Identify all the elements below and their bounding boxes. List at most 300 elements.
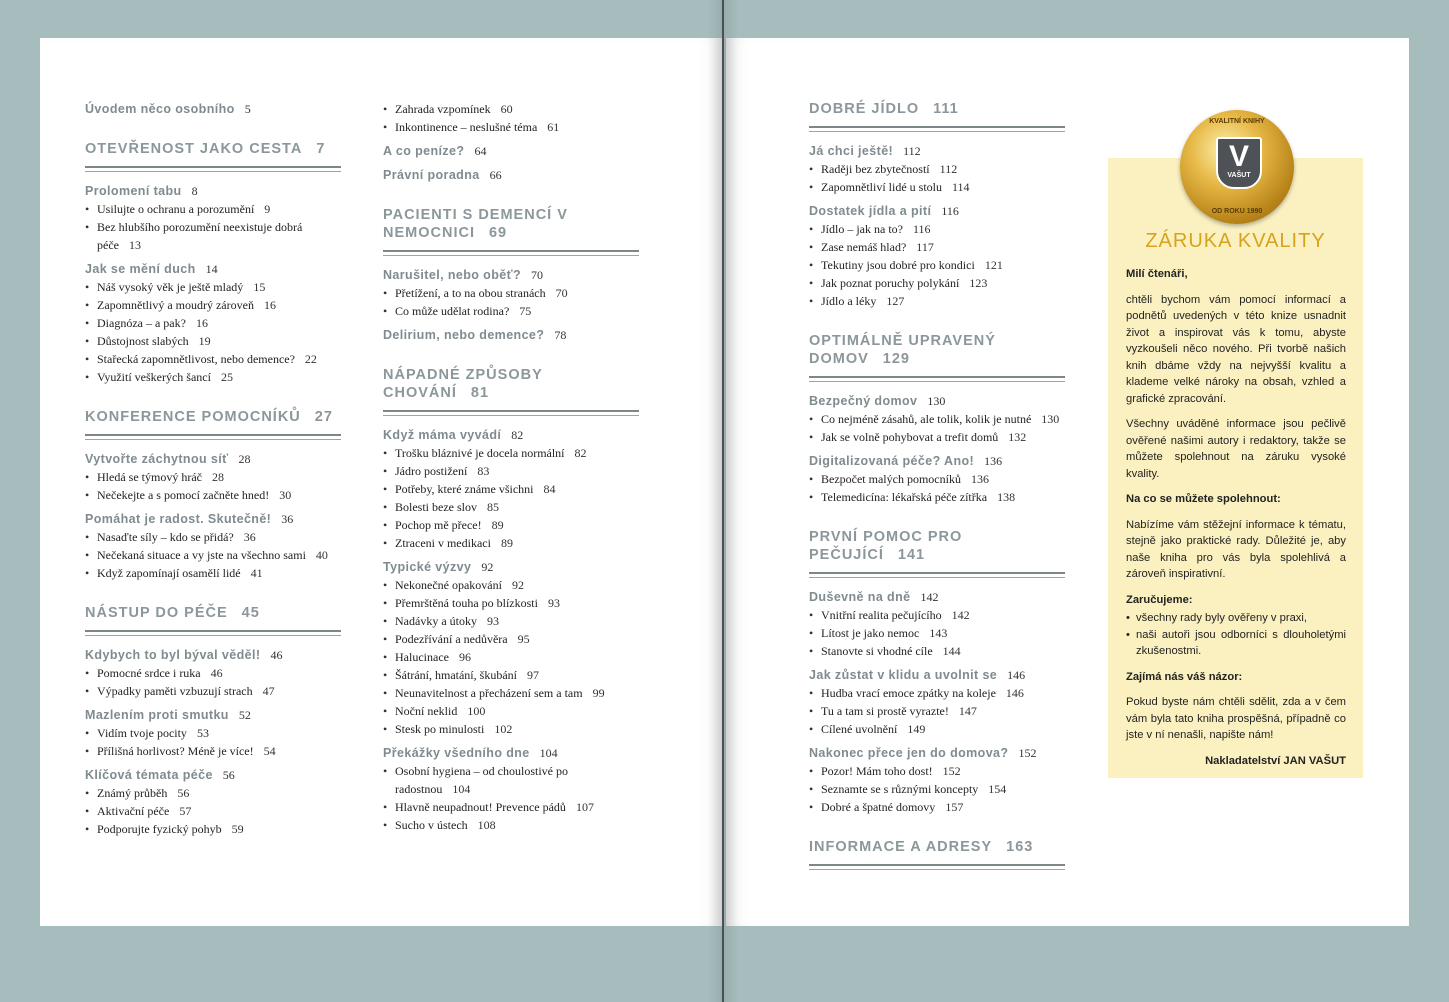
page-number: 81 bbox=[470, 385, 490, 401]
item-title: Známý průběh bbox=[97, 786, 168, 800]
toc-item bbox=[85, 528, 341, 546]
page-number: 9 bbox=[264, 202, 271, 216]
page-number: 136 bbox=[984, 454, 1003, 468]
section-title: NÁPADNÉ ZPŮSOBY CHOVÁNÍ bbox=[383, 367, 543, 401]
toc-item bbox=[809, 274, 1065, 292]
toc-subheading bbox=[383, 558, 639, 576]
item-title: Hlavně neupadnout! Prevence pádů bbox=[395, 800, 566, 814]
item-title: Přílišná horlivost? Méně je více! bbox=[97, 744, 254, 758]
badge-brand: VAŠUT bbox=[1227, 172, 1251, 179]
item-title: Ztraceni v medikaci bbox=[395, 536, 491, 550]
book-spine bbox=[722, 0, 724, 1002]
item-title: Nasaďte síly – kdo se přidá? bbox=[97, 530, 234, 544]
toc-item bbox=[85, 724, 341, 742]
subheading-title: Nakonec přece jen do domova? bbox=[809, 746, 1009, 760]
subheading-title: Když máma vyvádí bbox=[383, 428, 502, 442]
page-number: 96 bbox=[458, 650, 471, 664]
toc-item bbox=[85, 368, 341, 386]
toc-item bbox=[85, 802, 341, 820]
toc-item bbox=[809, 410, 1065, 428]
subheading-title: Bezpečný domov bbox=[809, 394, 918, 408]
subheading-title: Mazlením proti smutku bbox=[85, 708, 229, 722]
item-title: Zahrada vzpomínek bbox=[395, 102, 491, 116]
toc-item bbox=[383, 480, 639, 498]
toc-column-1 bbox=[85, 100, 341, 838]
page-number: 69 bbox=[488, 225, 508, 241]
page-number: 56 bbox=[177, 786, 190, 800]
item-title: Potřeby, které známe všichni bbox=[395, 482, 534, 496]
item-title: Dobré a špatné domovy bbox=[821, 800, 936, 814]
toc-item bbox=[383, 444, 639, 462]
item-title: Raději bez zbytečností bbox=[821, 162, 930, 176]
toc-item bbox=[383, 100, 639, 118]
toc-item bbox=[383, 462, 639, 480]
page-number: 104 bbox=[539, 746, 558, 760]
toc-item bbox=[809, 624, 1065, 642]
item-title: Nekonečné opakování bbox=[395, 578, 502, 592]
item-title: Stařecká zapomnětlivost, nebo demence? bbox=[97, 352, 295, 366]
page-number: 129 bbox=[882, 351, 910, 367]
toc-item bbox=[85, 278, 341, 296]
toc-subheading bbox=[85, 100, 341, 118]
item-title: Stesk po minulosti bbox=[395, 722, 485, 736]
item-title: Sucho v ústech bbox=[395, 818, 468, 832]
toc-item bbox=[809, 606, 1065, 624]
section-title: DOBRÉ JÍDLO bbox=[809, 101, 920, 117]
toc-item bbox=[809, 762, 1065, 780]
item-title: Bolesti beze slov bbox=[395, 500, 477, 514]
page-number: 147 bbox=[958, 704, 977, 718]
toc-section-heading bbox=[85, 604, 341, 632]
subheading-title: Úvodem něco osobního bbox=[85, 102, 235, 116]
toc-subheading bbox=[383, 326, 639, 344]
toc-subheading bbox=[809, 744, 1065, 762]
toc-item bbox=[383, 576, 639, 594]
page-number: 14 bbox=[205, 262, 218, 276]
item-title: Halucinace bbox=[395, 650, 449, 664]
item-title: Zapomnětlivý a moudrý zároveň bbox=[97, 298, 254, 312]
toc-subheading bbox=[809, 588, 1065, 606]
page-number: 92 bbox=[511, 578, 524, 592]
vasut-shield-icon: V bbox=[1216, 137, 1262, 189]
page-number: 27 bbox=[314, 409, 333, 425]
left-page bbox=[40, 38, 723, 926]
toc-item bbox=[809, 488, 1065, 506]
quality-paragraph: chtěli bychom vám pomocí informací a podnětů uvedených v této knize usnadnit život a inspirovat vás k tomu, abyste vyzkoušeli něco nového. Při tvorbě našich knih dbáme vždy na nejvyšší kvalitu a klademe velké nároky na obsah, vzhled a grafické zpracování. bbox=[1126, 293, 1346, 405]
toc-item bbox=[85, 332, 341, 350]
item-title: Zase nemáš hlad? bbox=[821, 240, 907, 254]
page-number: 89 bbox=[500, 536, 513, 550]
page-number: 25 bbox=[220, 370, 233, 384]
toc-item bbox=[85, 784, 341, 802]
item-title: Zapomnětliví lidé u stolu bbox=[821, 180, 942, 194]
page-number: 146 bbox=[1005, 686, 1024, 700]
toc-item bbox=[383, 498, 639, 516]
page-number: 93 bbox=[547, 596, 560, 610]
quality-heading: Zaručujeme: bbox=[1126, 593, 1193, 606]
item-title: Aktivační péče bbox=[97, 804, 170, 818]
item-title: Trošku bláznivé je docela normální bbox=[395, 446, 565, 460]
toc-item bbox=[383, 302, 639, 320]
page-number: 121 bbox=[984, 258, 1003, 272]
item-title: Tu a tam si prostě vyrazte! bbox=[821, 704, 949, 718]
subheading-title: Překážky všedního dne bbox=[383, 746, 530, 760]
subheading-title: Digitalizovaná péče? Ano! bbox=[809, 454, 975, 468]
item-title: Vidím tvoje pocity bbox=[97, 726, 187, 740]
subheading-title: A co peníze? bbox=[383, 144, 465, 158]
toc-subheading bbox=[809, 142, 1065, 160]
page-number: 75 bbox=[519, 304, 532, 318]
page-number: 28 bbox=[211, 470, 224, 484]
item-title: Co nejméně zásahů, ale tolik, kolik je nutné bbox=[821, 412, 1032, 426]
toc-item bbox=[383, 284, 639, 302]
item-title: Bezpočet malých pomocníků bbox=[821, 472, 961, 486]
toc-subheading bbox=[85, 646, 341, 664]
quality-seal-badge bbox=[1180, 110, 1294, 224]
subheading-title: Dostatek jídla a pití bbox=[809, 204, 932, 218]
subheading-title: Prolomení tabu bbox=[85, 184, 182, 198]
quality-heading: Na co se můžete spolehnout: bbox=[1126, 493, 1281, 505]
toc-section-heading bbox=[809, 332, 1065, 378]
page-number: 112 bbox=[939, 162, 958, 176]
item-title: Tekutiny jsou dobré pro kondici bbox=[821, 258, 975, 272]
page-number: 130 bbox=[1041, 412, 1060, 426]
page-number: 16 bbox=[195, 316, 208, 330]
page-number: 142 bbox=[920, 590, 939, 604]
page-number: 127 bbox=[886, 294, 905, 308]
item-title: Hudba vrací emoce zpátky na koleje bbox=[821, 686, 996, 700]
toc-item bbox=[85, 682, 341, 700]
page-number: 60 bbox=[500, 102, 513, 116]
item-title: Pomocné srdce i ruka bbox=[97, 666, 201, 680]
page-number: 56 bbox=[222, 768, 235, 782]
section-title: INFORMACE A ADRESY bbox=[809, 839, 993, 855]
toc-item bbox=[383, 666, 639, 684]
page-number: 45 bbox=[241, 605, 260, 621]
page-number: 85 bbox=[486, 500, 499, 514]
quality-list-item: • všechny rady byly ověřeny v praxi, bbox=[1126, 610, 1346, 627]
page-number: 54 bbox=[263, 744, 276, 758]
subheading-title: Já chci ještě! bbox=[809, 144, 894, 158]
section-title: NÁSTUP DO PÉČE bbox=[85, 605, 228, 621]
quality-paragraph: Nabízíme vám stěžejní informace k tématu, stejně jako praktické rady. Důležité je, aby naše kniha pro vás byla spolehlivá a zároveň inspirativní. bbox=[1126, 518, 1346, 580]
toc-subheading bbox=[383, 744, 639, 762]
toc-item bbox=[809, 720, 1065, 738]
page-number: 89 bbox=[491, 518, 504, 532]
toc-item bbox=[809, 428, 1065, 446]
section-title: PRVNÍ POMOC PRO PEČUJÍCÍ bbox=[809, 529, 963, 563]
badge-bottom-text: OD ROKU 1990 bbox=[1211, 208, 1263, 215]
item-title: Podezřívání a nedůvěra bbox=[395, 632, 508, 646]
page-number: 99 bbox=[592, 686, 605, 700]
toc-section-heading bbox=[383, 366, 639, 412]
item-title: Pozor! Mám toho dost! bbox=[821, 764, 933, 778]
toc-item bbox=[809, 178, 1065, 196]
toc-item bbox=[383, 648, 639, 666]
toc-item bbox=[85, 200, 341, 218]
toc-item bbox=[809, 238, 1065, 256]
toc-subheading bbox=[383, 426, 639, 444]
item-title: Noční neklid bbox=[395, 704, 458, 718]
item-title: Cílené uvolnění bbox=[821, 722, 898, 736]
toc-item bbox=[85, 486, 341, 504]
toc-subheading bbox=[85, 260, 341, 278]
quality-paragraph: Všechny uváděné informace jsou pečlivě ověřené našimi autory i redaktory, takže se můžete spolehnout na záruku vysoké kvality. bbox=[1126, 418, 1346, 480]
page-number: 13 bbox=[128, 238, 141, 252]
item-title: Výpadky paměti vzbuzují strach bbox=[97, 684, 253, 698]
page-number: 36 bbox=[281, 512, 294, 526]
page-number: 97 bbox=[526, 668, 539, 682]
toc-subheading bbox=[383, 166, 639, 184]
right-page bbox=[726, 38, 1409, 926]
quality-list-item: • naši autoři jsou odborníci s dlouholetými zkušenostmi. bbox=[1126, 627, 1346, 660]
subheading-title: Pomáhat je radost. Skutečně! bbox=[85, 512, 272, 526]
toc-item bbox=[85, 218, 341, 254]
page-number: 70 bbox=[555, 286, 568, 300]
toc-subheading bbox=[809, 202, 1065, 220]
subheading-title: Typické výzvy bbox=[383, 560, 472, 574]
item-title: Přemrštěná touha po blízkosti bbox=[395, 596, 538, 610]
page-number: 7 bbox=[316, 141, 326, 157]
toc-item bbox=[809, 798, 1065, 816]
toc-item bbox=[383, 798, 639, 816]
page-number: 136 bbox=[970, 472, 989, 486]
quality-heading: Zajímá nás váš názor: bbox=[1126, 670, 1243, 683]
page-number: 138 bbox=[997, 490, 1016, 504]
page-number: 163 bbox=[1006, 839, 1034, 855]
quality-text bbox=[1126, 266, 1346, 778]
page-number: 47 bbox=[262, 684, 275, 698]
item-title: Co může udělat rodina? bbox=[395, 304, 510, 318]
section-title: PACIENTI S DEMENCÍ V NEMOCNICI bbox=[383, 207, 568, 241]
item-title: Vnitřní realita pečujícího bbox=[821, 608, 942, 622]
toc-item bbox=[809, 642, 1065, 660]
page-number: 157 bbox=[945, 800, 964, 814]
page-number: 40 bbox=[315, 548, 328, 562]
page-number: 112 bbox=[903, 144, 921, 158]
page-number: 36 bbox=[243, 530, 256, 544]
toc-item bbox=[85, 664, 341, 682]
page-number: 30 bbox=[279, 488, 292, 502]
page-number: 107 bbox=[575, 800, 594, 814]
page-number: 82 bbox=[574, 446, 587, 460]
toc-section-heading bbox=[85, 140, 341, 168]
toc-item bbox=[809, 256, 1065, 274]
toc-section-heading bbox=[809, 528, 1065, 574]
page-number: 152 bbox=[942, 764, 961, 778]
subheading-title: Delirium, nebo demence? bbox=[383, 328, 545, 342]
page-number: 57 bbox=[179, 804, 192, 818]
item-title: Stanovte si vhodné cíle bbox=[821, 644, 933, 658]
page-number: 22 bbox=[304, 352, 317, 366]
page-number: 146 bbox=[1007, 668, 1026, 682]
page-number: 84 bbox=[543, 482, 556, 496]
page-number: 70 bbox=[531, 268, 544, 282]
item-title: Jídlo a léky bbox=[821, 294, 877, 308]
subheading-title: Kdybych to byl býval věděl! bbox=[85, 648, 261, 662]
toc-item bbox=[85, 468, 341, 486]
toc-item bbox=[85, 820, 341, 838]
item-title: Jídlo – jak na to? bbox=[821, 222, 903, 236]
toc-subheading bbox=[809, 392, 1065, 410]
item-title: Jak poznat poruchy polykání bbox=[821, 276, 960, 290]
page-number: 16 bbox=[263, 298, 276, 312]
toc-subheading bbox=[85, 510, 341, 528]
page-number: 117 bbox=[916, 240, 934, 254]
page-number: 144 bbox=[942, 644, 961, 658]
page-number: 95 bbox=[517, 632, 530, 646]
item-title: Jádro postižení bbox=[395, 464, 468, 478]
subheading-title: Jak zůstat v klidu a uvolnit se bbox=[809, 668, 998, 682]
toc-subheading bbox=[85, 766, 341, 784]
toc-item bbox=[809, 702, 1065, 720]
toc-item bbox=[383, 612, 639, 630]
toc-item bbox=[85, 546, 341, 564]
toc-item bbox=[383, 702, 639, 720]
toc-item bbox=[85, 350, 341, 368]
item-title: Přetížení, a to na obou stranách bbox=[395, 286, 546, 300]
item-title: Jak se volně pohybovat a trefit domů bbox=[821, 430, 999, 444]
item-title: Telemedicína: lékařská péče zítřka bbox=[821, 490, 988, 504]
page-number: 64 bbox=[474, 144, 487, 158]
toc-item bbox=[383, 118, 639, 136]
page-number: 108 bbox=[477, 818, 496, 832]
page-number: 123 bbox=[969, 276, 988, 290]
item-title: Náš vysoký věk je ještě mladý bbox=[97, 280, 244, 294]
toc-column-2 bbox=[383, 100, 639, 834]
toc-section-heading bbox=[383, 206, 639, 252]
subheading-title: Právní poradna bbox=[383, 168, 480, 182]
item-title: Nečekejte a s pomocí začněte hned! bbox=[97, 488, 270, 502]
toc-item bbox=[809, 684, 1065, 702]
page-number: 141 bbox=[897, 547, 926, 563]
toc-item bbox=[809, 220, 1065, 238]
page-number: 104 bbox=[452, 782, 471, 796]
item-title: Bez hlubšího porozumění neexistuje dobrá péče bbox=[97, 220, 303, 252]
page-number: 114 bbox=[951, 180, 970, 194]
toc-item bbox=[809, 160, 1065, 178]
page-number: 100 bbox=[467, 704, 486, 718]
subheading-title: Vytvořte záchytnou síť bbox=[85, 452, 229, 466]
page-number: 102 bbox=[494, 722, 513, 736]
item-title: Nečekaná situace a vy jste na všechno sami bbox=[97, 548, 306, 562]
page-number: 116 bbox=[941, 204, 959, 218]
toc-item bbox=[85, 564, 341, 582]
item-title: Nadávky a útoky bbox=[395, 614, 477, 628]
item-title: Lítost je jako nemoc bbox=[821, 626, 920, 640]
toc-item bbox=[85, 742, 341, 760]
toc-item bbox=[383, 762, 639, 798]
subheading-title: Narušitel, nebo oběť? bbox=[383, 268, 522, 282]
item-title: Seznamte se s různými koncepty bbox=[821, 782, 979, 796]
quality-title: ZÁRUKA KVALITY bbox=[1145, 230, 1326, 252]
toc-section-heading bbox=[85, 408, 341, 436]
item-title: Využití veškerých šancí bbox=[97, 370, 211, 384]
page-number: 61 bbox=[547, 120, 560, 134]
page-number: 15 bbox=[253, 280, 266, 294]
toc-subheading bbox=[809, 452, 1065, 470]
item-title: Důstojnost slabých bbox=[97, 334, 189, 348]
page-number: 8 bbox=[191, 184, 198, 198]
section-title: OPTIMÁLNĚ UPRAVENÝ DOMOV bbox=[809, 333, 996, 367]
page-number: 132 bbox=[1008, 430, 1027, 444]
item-title: Neunavitelnost a přecházení sem a tam bbox=[395, 686, 583, 700]
page-number: 19 bbox=[198, 334, 211, 348]
toc-subheading bbox=[85, 450, 341, 468]
subheading-title: Jak se mění duch bbox=[85, 262, 196, 276]
page-number: 5 bbox=[244, 102, 251, 116]
page-number: 154 bbox=[988, 782, 1007, 796]
toc-item bbox=[383, 516, 639, 534]
item-title: Podporujte fyzický pohyb bbox=[97, 822, 222, 836]
item-title: Inkontinence – neslušné téma bbox=[395, 120, 538, 134]
quality-paragraph: Pokud byste nám chtěli sdělit, zda a v čem vám byla tato kniha prospěšná, případně co jste v ní nenašli, napište nám! bbox=[1126, 696, 1346, 741]
subheading-title: Duševně na dně bbox=[809, 590, 911, 604]
page-number: 143 bbox=[929, 626, 948, 640]
page-number: 83 bbox=[477, 464, 490, 478]
toc-item bbox=[85, 296, 341, 314]
item-title: Osobní hygiena – od choulostivé po radostnou bbox=[395, 764, 568, 796]
page-number: 28 bbox=[238, 452, 251, 466]
toc-item bbox=[85, 314, 341, 332]
toc-subheading bbox=[809, 666, 1065, 684]
page-number: 92 bbox=[481, 560, 494, 574]
toc-subheading bbox=[85, 182, 341, 200]
subheading-title: Klíčová témata péče bbox=[85, 768, 213, 782]
item-title: Usilujte o ochranu a porozumění bbox=[97, 202, 255, 216]
page-number: 46 bbox=[270, 648, 283, 662]
page-number: 59 bbox=[231, 822, 244, 836]
page-number: 78 bbox=[554, 328, 567, 342]
page-number: 41 bbox=[250, 566, 263, 580]
item-title: Když zapomínají osamělí lidé bbox=[97, 566, 241, 580]
page-number: 149 bbox=[907, 722, 926, 736]
item-title: Diagnóza – a pak? bbox=[97, 316, 186, 330]
item-title: Pochop mě přece! bbox=[395, 518, 482, 532]
page-number: 66 bbox=[489, 168, 502, 182]
section-title: KONFERENCE POMOCNÍKŮ bbox=[85, 409, 301, 425]
item-title: Hledá se týmový hráč bbox=[97, 470, 202, 484]
toc-item bbox=[383, 534, 639, 552]
page-number: 130 bbox=[927, 394, 946, 408]
page-number: 46 bbox=[210, 666, 223, 680]
toc-item bbox=[383, 720, 639, 738]
page-number: 93 bbox=[486, 614, 499, 628]
toc-section-heading bbox=[809, 838, 1065, 866]
page-number: 116 bbox=[912, 222, 931, 236]
page-number: 152 bbox=[1018, 746, 1037, 760]
toc-subheading bbox=[383, 142, 639, 160]
section-title: OTEVŘENOST JAKO CESTA bbox=[85, 141, 303, 157]
toc-item bbox=[809, 292, 1065, 310]
toc-item bbox=[383, 816, 639, 834]
toc-item bbox=[809, 470, 1065, 488]
toc-item bbox=[809, 780, 1065, 798]
toc-subheading bbox=[383, 266, 639, 284]
toc-item bbox=[383, 630, 639, 648]
toc-section-heading bbox=[809, 100, 1065, 128]
page-number: 53 bbox=[196, 726, 209, 740]
badge-top-text: KVALITNÍ KNIHY bbox=[1209, 118, 1265, 125]
quality-greeting: Milí čtenáři, bbox=[1126, 268, 1188, 280]
publisher-signature: Nakladatelství JAN VAŠUT bbox=[1205, 754, 1346, 767]
page-number: 52 bbox=[238, 708, 251, 722]
page-number: 111 bbox=[933, 101, 959, 117]
toc-item bbox=[383, 684, 639, 702]
toc-item bbox=[383, 594, 639, 612]
page-number: 142 bbox=[951, 608, 970, 622]
toc-column-3 bbox=[809, 100, 1065, 880]
